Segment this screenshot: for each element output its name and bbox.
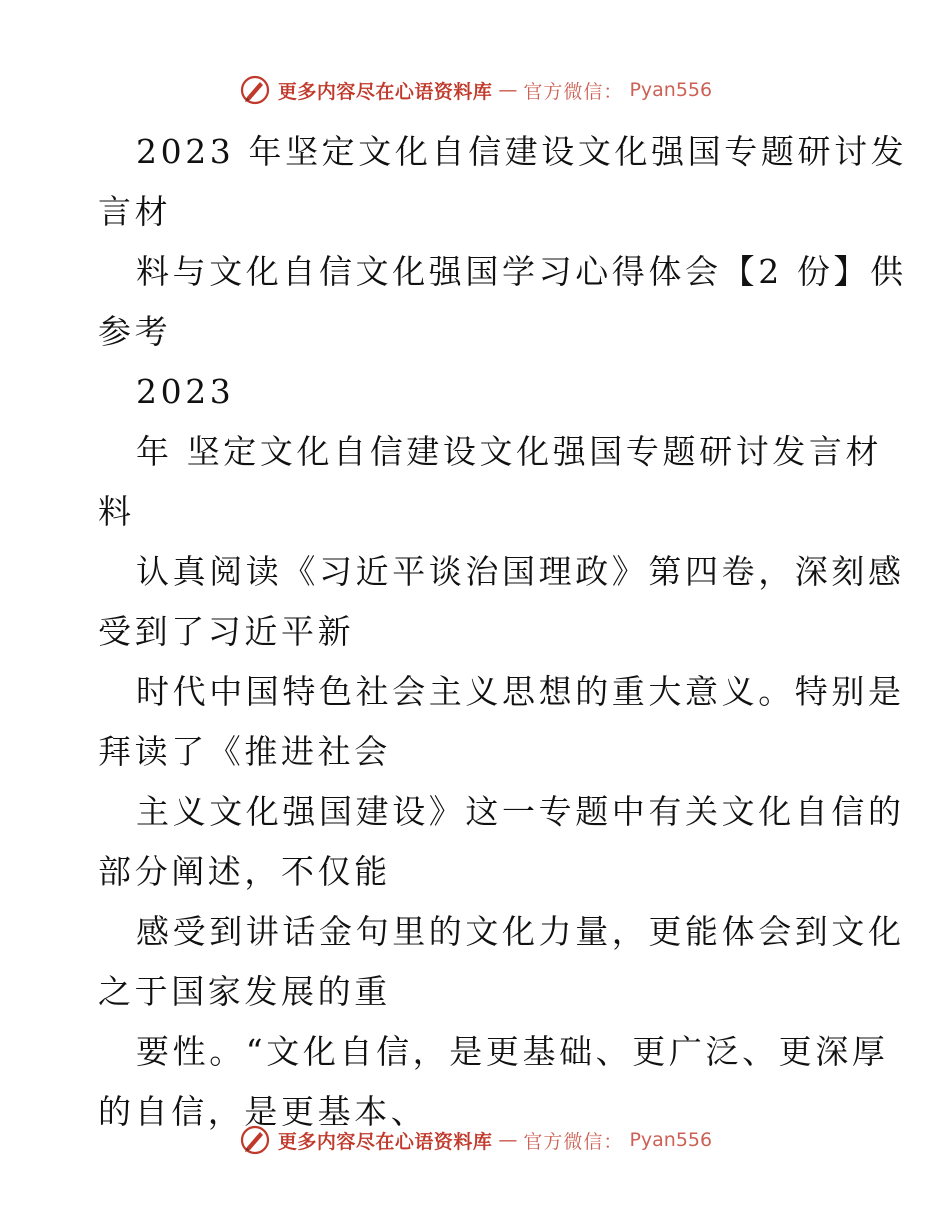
paragraph-line-6: 部分阐述，不仅能 — [98, 852, 391, 891]
pen-logo-icon — [238, 1123, 272, 1157]
paragraph-line-1: 认真阅读《习近平谈治国理政》第四卷，深刻感 — [136, 552, 905, 591]
title-line-2: 言材 — [98, 192, 172, 231]
paragraph-line-2: 受到了习近平新 — [98, 612, 355, 651]
watermark-dash: — — [498, 79, 518, 101]
subtitle-line-1: 2023 — [136, 372, 235, 411]
document-body — [98, 122, 908, 1142]
paragraph-line-8: 之于国家发展的重 — [98, 972, 391, 1011]
watermark-main-text: 更多内容尽在心语资料库 — [277, 80, 493, 103]
title-line-3: 料与文化自信文化强国学习心得体会【2 份】供 — [136, 252, 907, 291]
paragraph-line-9: 要性。“文化自信，是更基础、更广泛、更深厚 — [136, 1032, 889, 1071]
watermark-dash: — — [498, 1129, 518, 1151]
watermark-sub-text: 官方微信： — [523, 1130, 624, 1153]
title-line-4: 参考 — [98, 312, 172, 351]
header-watermark — [0, 70, 950, 110]
watermark-main-text: 更多内容尽在心语资料库 — [277, 1130, 493, 1153]
pen-logo-icon — [238, 73, 272, 107]
watermark-sub-text: 官方微信： — [523, 80, 624, 103]
paragraph-line-3: 时代中国特色社会主义思想的重大意义。特别是 — [136, 672, 905, 711]
title-line-1: 2023 年坚定文化自信建设文化强国专题研讨发 — [136, 132, 908, 171]
subtitle-line-2: 年 坚定文化自信建设文化强国专题研讨发言材 — [136, 432, 883, 471]
paragraph-line-4: 拜读了《推进社会 — [98, 732, 391, 771]
watermark-wechat-id: Pyan556 — [629, 1129, 713, 1151]
paragraph-line-5: 主义文化强国建设》这一专题中有关文化自信的 — [136, 792, 905, 831]
subtitle-line-3: 料 — [98, 492, 135, 531]
paragraph-line-7: 感受到讲话金句里的文化力量，更能体会到文化 — [136, 912, 905, 951]
paragraph-line-10: 的自信，是更基本、 — [98, 1092, 428, 1131]
footer-watermark — [0, 1120, 950, 1160]
watermark-wechat-id: Pyan556 — [629, 79, 713, 101]
